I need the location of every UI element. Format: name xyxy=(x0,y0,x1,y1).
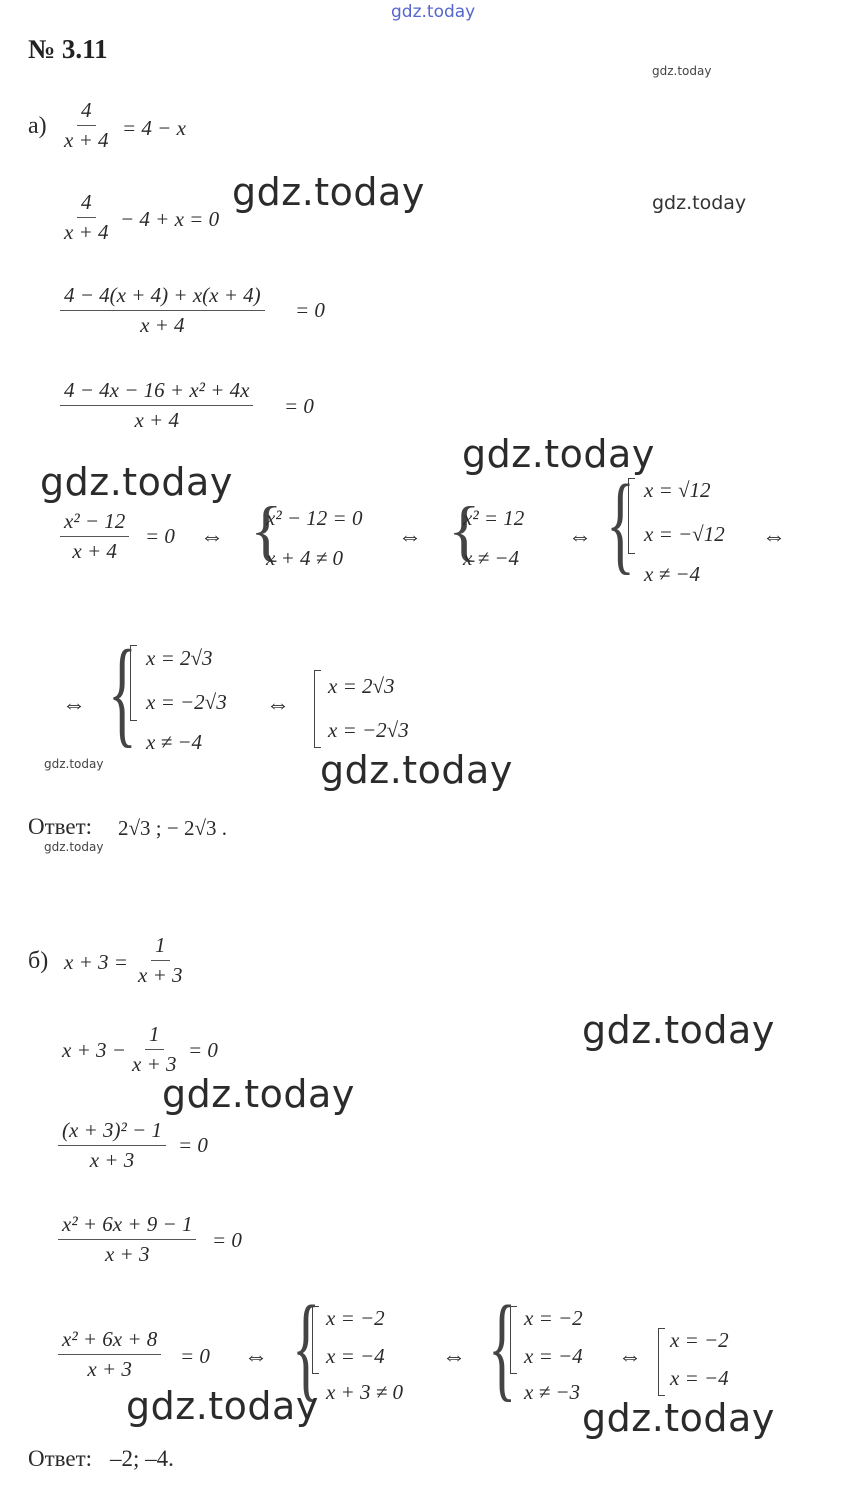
system-brace: { xyxy=(606,462,636,584)
fraction xyxy=(60,509,129,564)
system-line: x ≠ −4 xyxy=(146,730,203,754)
system-line: x = −2 xyxy=(524,1306,583,1330)
numerator: 4 − 4(x + 4) + x(x + 4) xyxy=(60,283,265,311)
system-line: x = −2 xyxy=(326,1306,385,1330)
numerator: 1 xyxy=(145,1022,164,1050)
system-line: x = 2√3 xyxy=(146,646,213,670)
system-brace: { xyxy=(250,492,283,568)
population-bracket xyxy=(314,670,321,748)
population-bracket xyxy=(658,1328,665,1396)
watermark-big: gdz.today xyxy=(582,1008,775,1052)
numerator: 1 xyxy=(151,933,170,961)
system-line: x = −4 xyxy=(524,1344,583,1368)
part-b-label: б) xyxy=(28,948,49,974)
denominator: x + 3 xyxy=(87,1357,132,1381)
system-line: x ≠ −4 xyxy=(463,546,520,570)
system-line: x = −4 xyxy=(670,1366,729,1390)
system-brace: { xyxy=(292,1281,321,1412)
system-brace: { xyxy=(488,1281,517,1412)
watermark-big: gdz.today xyxy=(126,1384,319,1428)
denominator: x + 4 xyxy=(72,539,117,563)
equation-lhs: x + 3 − xyxy=(62,1038,126,1062)
denominator: x + 3 xyxy=(138,963,183,987)
system-line: x = −2√3 xyxy=(146,690,227,714)
numerator: x² + 6x + 9 − 1 xyxy=(58,1212,196,1240)
iff-symbol: ⇔ xyxy=(244,1344,268,1370)
fraction xyxy=(60,190,113,245)
equation-rhs: − 4 + x = 0 xyxy=(120,207,220,231)
numerator: 4 xyxy=(77,98,96,126)
watermark-big: gdz.today xyxy=(232,170,425,214)
system-line: x² = 12 xyxy=(463,506,525,530)
population-bracket xyxy=(628,478,635,554)
system-line: x = 2√3 xyxy=(328,674,395,698)
population-bracket xyxy=(510,1306,517,1374)
iff-symbol: ⇔ xyxy=(398,524,422,550)
watermark-big: gdz.today xyxy=(40,460,233,504)
denominator: x + 4 xyxy=(64,220,109,244)
system-brace: { xyxy=(448,492,481,568)
population-bracket xyxy=(312,1306,319,1374)
equation-rhs: = 0 xyxy=(284,394,314,418)
denominator: x + 4 xyxy=(134,408,179,432)
numerator: x² + 6x + 8 xyxy=(58,1327,161,1355)
numerator: 4 − 4x − 16 + x² + 4x xyxy=(60,378,253,406)
system-line: x = −√12 xyxy=(644,522,725,546)
equation-rhs: = 0 xyxy=(180,1344,210,1368)
denominator: x + 3 xyxy=(89,1148,135,1172)
watermark-small: gdz.today xyxy=(44,840,104,854)
iff-symbol: ⇔ xyxy=(200,524,224,550)
equation-rhs: = 0 xyxy=(145,524,175,548)
iff-symbol: ⇔ xyxy=(266,692,290,718)
fraction xyxy=(60,378,253,433)
answer-label: Ответ: xyxy=(28,1446,93,1471)
fraction xyxy=(58,1327,161,1382)
system-brace: { xyxy=(108,625,137,758)
equation-rhs: = 0 xyxy=(212,1228,242,1252)
equation-rhs: = 0 xyxy=(188,1038,218,1062)
part-a-label: а) xyxy=(28,113,47,139)
numerator: x² − 12 xyxy=(60,509,129,537)
system-line: x = −2√3 xyxy=(328,718,409,742)
population-bracket xyxy=(130,645,137,721)
watermark-big: gdz.today xyxy=(462,432,655,476)
system-line: x² − 12 = 0 xyxy=(266,506,363,530)
denominator: x + 4 xyxy=(140,313,185,337)
numerator: 4 xyxy=(77,190,96,218)
fraction xyxy=(60,98,113,153)
equation-rhs: = 0 xyxy=(178,1133,208,1157)
watermark-big: gdz.today xyxy=(320,748,513,792)
denominator: x + 3 xyxy=(132,1052,177,1076)
fraction xyxy=(134,933,187,988)
system-line: x = −4 xyxy=(326,1344,385,1368)
fraction xyxy=(128,1022,181,1077)
watermark-big: gdz.today xyxy=(582,1396,775,1440)
watermark-small: gdz.today xyxy=(652,64,712,78)
fraction xyxy=(58,1118,166,1173)
problem-title: № 3.11 xyxy=(28,34,108,64)
iff-symbol: ⇔ xyxy=(618,1344,642,1370)
system-line: x + 3 ≠ 0 xyxy=(326,1380,404,1404)
equation-rhs: = 0 xyxy=(295,298,325,322)
iff-symbol: ⇔ xyxy=(62,692,86,718)
system-line: x = −2 xyxy=(670,1328,729,1352)
denominator: x + 3 xyxy=(104,1242,150,1266)
iff-symbol: ⇔ xyxy=(442,1344,466,1370)
system-line: x = √12 xyxy=(644,478,711,502)
watermark-mid: gdz.today xyxy=(652,192,747,214)
system-line: x ≠ −4 xyxy=(644,562,701,586)
fraction xyxy=(60,283,265,338)
answer-value: 2√3 ; − 2√3 . xyxy=(118,816,227,840)
iff-symbol: ⇔ xyxy=(568,524,592,550)
iff-symbol: ⇔ xyxy=(762,524,786,550)
equation-rhs: = 4 − x xyxy=(122,116,186,140)
answer-label: Ответ: xyxy=(28,814,93,839)
watermark-small: gdz.today xyxy=(44,757,104,771)
system-line: x ≠ −3 xyxy=(524,1380,581,1404)
answer-value: –2; –4. xyxy=(110,1446,174,1471)
denominator: x + 4 xyxy=(64,128,109,152)
equation-lhs: x + 3 = xyxy=(64,950,128,974)
numerator: (x + 3)² − 1 xyxy=(58,1118,166,1146)
watermark-top: gdz.today xyxy=(391,2,476,22)
system-line: x + 4 ≠ 0 xyxy=(266,546,344,570)
fraction xyxy=(58,1212,196,1267)
watermark-big: gdz.today xyxy=(162,1072,355,1116)
